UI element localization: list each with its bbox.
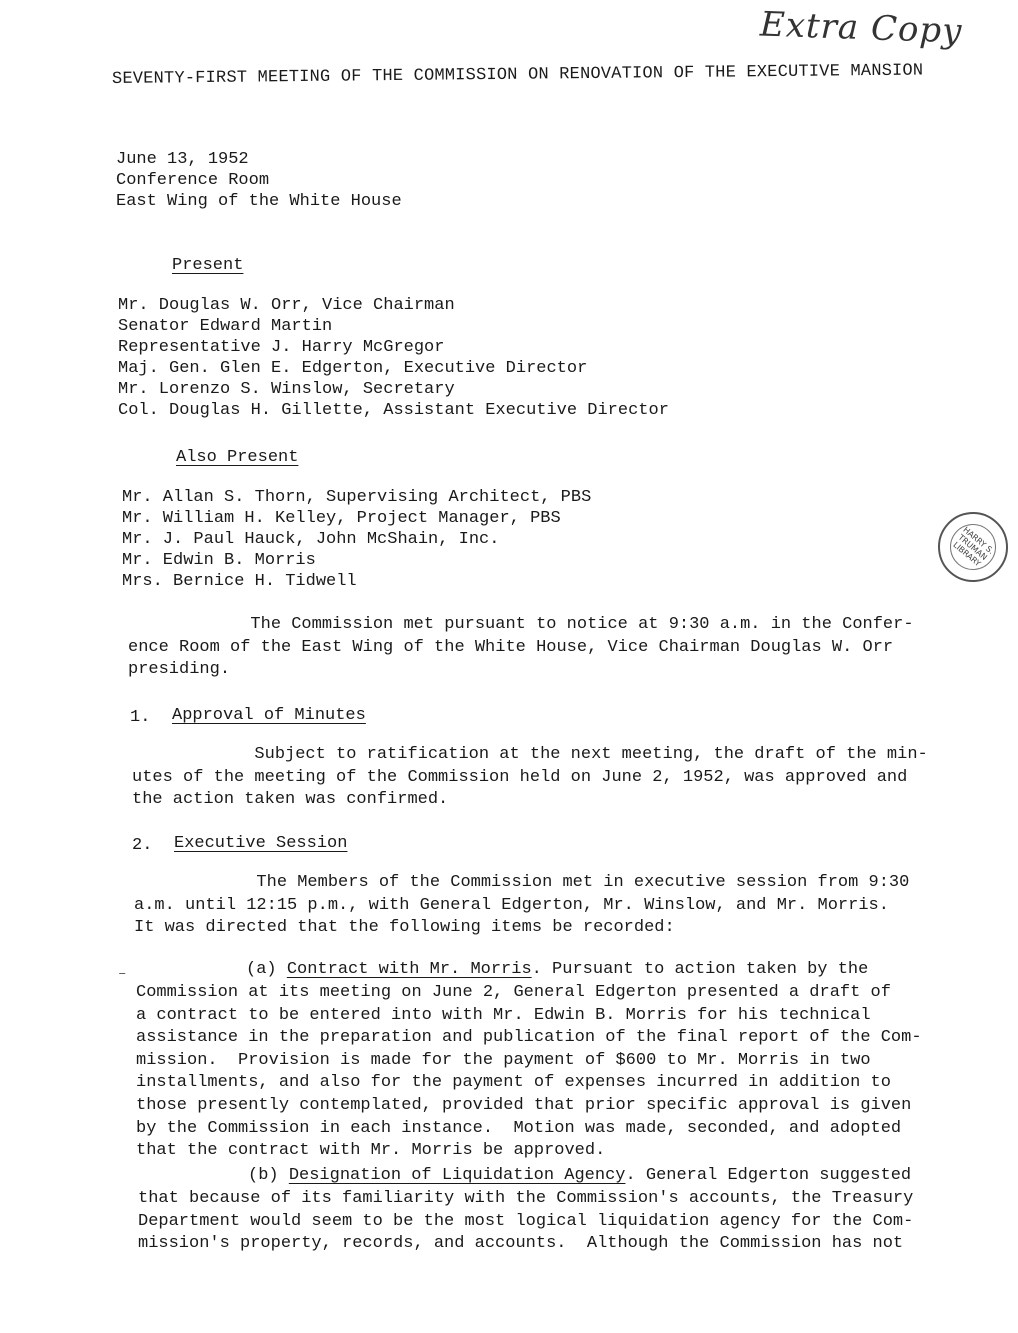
meeting-room: Conference Room bbox=[116, 171, 270, 190]
guest: Mr. J. Paul Hauck, John McShain, Inc. bbox=[122, 530, 500, 549]
section-1-body: Subject to ratification at the next meeting, the draft of the min- utes of the meeting of the Commission held on June 2, 1952, was approved and the action taken was confirmed. bbox=[132, 745, 928, 810]
item-b-heading: Designation of Liquidation Agency bbox=[288, 1166, 626, 1185]
attendee: Representative J. Harry McGregor bbox=[118, 338, 445, 357]
item-a-body: Commission at its meeting on June 2, General Edgerton presented a draft of a contract to be entered into with Mr. Edwin B. Morris for his technical assistance in the preparation and publication of the final report of the Com- mission. Provision is made for the payment of $600 to Mr. Morris in two installments, and also for the payment of expenses incurred in addition to those presently contemplated, provided that prior specific approval is given by the Commission in each instance. Motion was made, seconded, and adopted that the contract with Mr. Morris be approved. bbox=[136, 983, 922, 1161]
item-b-body: that because of its familiarity with the Commission's accounts, the Treasury Department would seem to be the most logical liquidation agency for the Com- mission's property, records, and accounts. Although the Commission has not bbox=[138, 1189, 914, 1254]
section-2-heading: Executive Session bbox=[174, 834, 348, 853]
meeting-location: East Wing of the White House bbox=[116, 192, 402, 211]
item-a-first-line bbox=[246, 960, 868, 979]
section-2-body: The Members of the Commission met in executive session from 9:30 a.m. until 12:15 p.m., with General Edgerton, Mr. Winslow, and Mr. Morris. It was directed that the following items be recorded: bbox=[134, 873, 910, 938]
attendee: Mr. Douglas W. Orr, Vice Chairman bbox=[118, 296, 455, 315]
meeting-date: June 13, 1952 bbox=[116, 150, 249, 169]
item-b-first-line bbox=[248, 1166, 911, 1185]
intro-paragraph: The Commission met pursuant to notice at 9:30 a.m. in the Confer- ence Room of the East Wing of the White House, Vice Chairman Douglas W. Orr presiding. bbox=[128, 615, 914, 680]
handwritten-note: Extra Copy bbox=[759, 4, 964, 52]
also-present-heading: Also Present bbox=[176, 448, 299, 467]
item-b-label: (b) bbox=[248, 1166, 279, 1185]
guest: Mr. Edwin B. Morris bbox=[122, 551, 316, 570]
attendee: Col. Douglas H. Gillette, Assistant Executive Director bbox=[118, 401, 669, 420]
item-b-first-line-rest: . General Edgerton suggested bbox=[625, 1166, 912, 1185]
item-a-first-line-rest: . Pursuant to action taken by the bbox=[531, 960, 869, 979]
stamp-text: HARRY S. TRUMAN LIBRARY bbox=[951, 524, 996, 568]
present-heading: Present bbox=[172, 256, 244, 275]
section-1-heading: Approval of Minutes bbox=[172, 706, 366, 725]
item-a-heading: Contract with Mr. Morris bbox=[286, 960, 532, 979]
guest: Mrs. Bernice H. Tidwell bbox=[122, 572, 357, 591]
attendee: Maj. Gen. Glen E. Edgerton, Executive Director bbox=[118, 359, 588, 378]
guest: Mr. Allan S. Thorn, Supervising Architect, PBS bbox=[122, 488, 592, 507]
library-stamp bbox=[924, 498, 1018, 597]
guest: Mr. William H. Kelley, Project Manager, PBS bbox=[122, 509, 561, 528]
section-1-number: 1. bbox=[130, 708, 151, 727]
attendee: Senator Edward Martin bbox=[118, 317, 333, 336]
item-a-label: (a) bbox=[246, 960, 277, 979]
attendee: Mr. Lorenzo S. Winslow, Secretary bbox=[118, 380, 455, 399]
margin-mark: – bbox=[118, 966, 127, 982]
document-title: SEVENTY-FIRST MEETING OF THE COMMISSION ON RENOVATION OF THE EXECUTIVE MANSION bbox=[111, 61, 924, 89]
section-2-number: 2. bbox=[132, 836, 153, 855]
